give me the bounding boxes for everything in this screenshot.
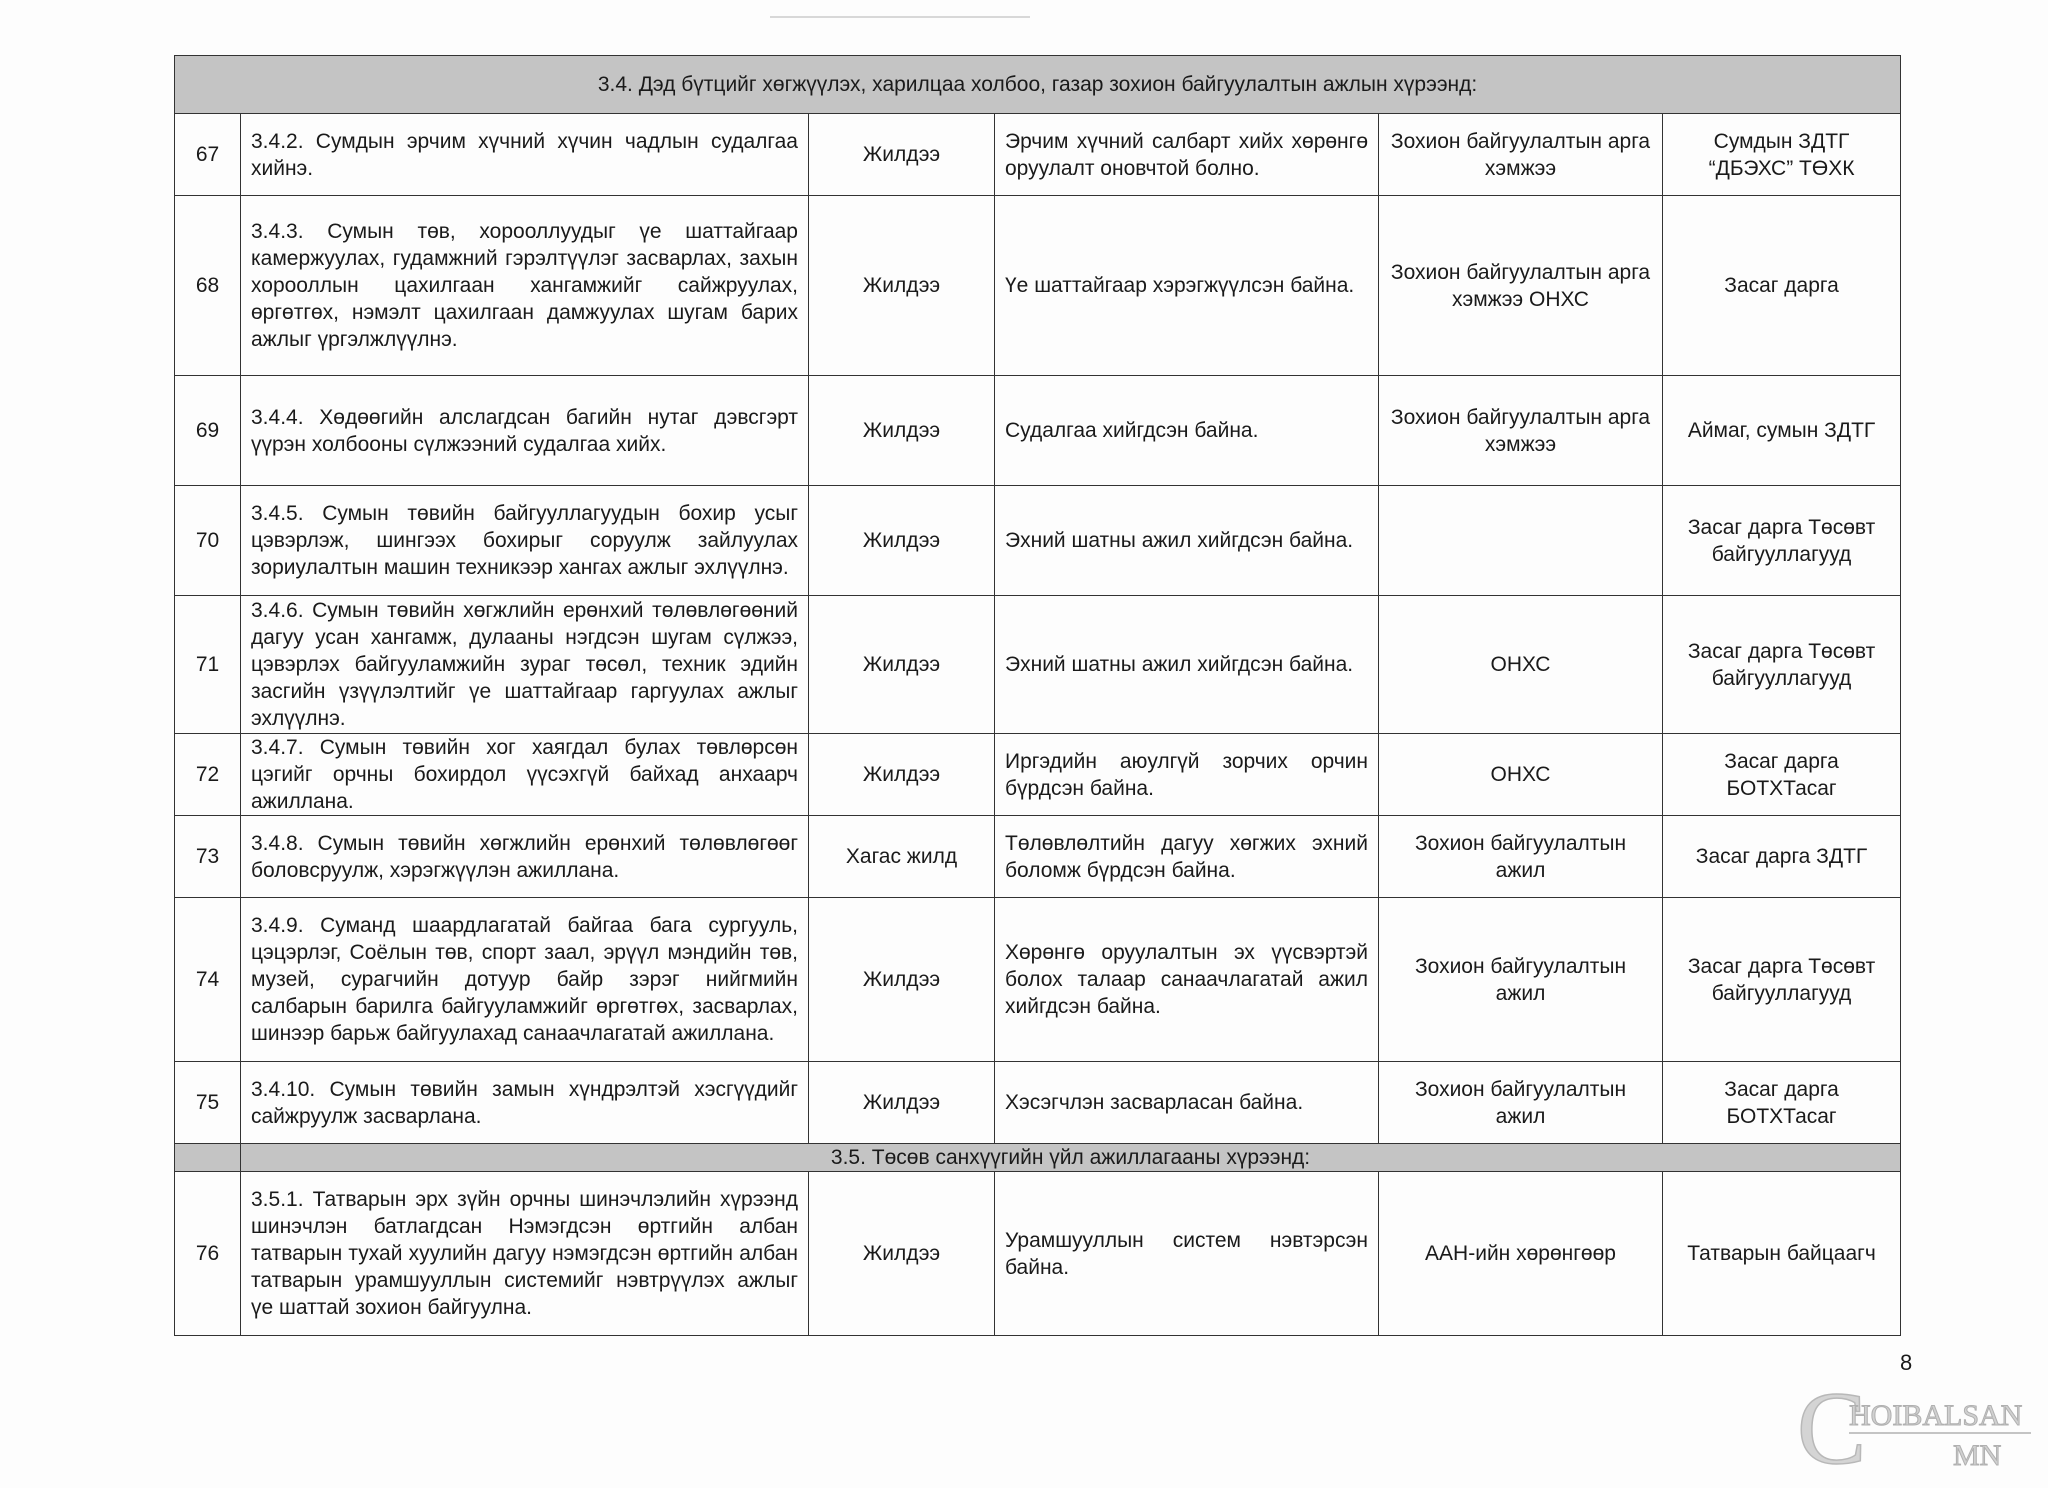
section-header <box>175 1144 1901 1172</box>
financing-cell: ОНХС <box>1379 596 1663 734</box>
period-cell: Жилдээ <box>809 734 995 816</box>
site-watermark-logo <box>1795 1375 2035 1475</box>
responsible-cell: Аймаг, сумын ЗДТГ <box>1663 376 1901 486</box>
result-cell: Эхний шатны ажил хийгдсэн байна. <box>995 486 1379 596</box>
row-number: 70 <box>175 486 241 596</box>
result-cell: Эхний шатны ажил хийгдсэн байна. <box>995 596 1379 734</box>
period-cell: Жилдээ <box>809 1062 995 1144</box>
row-number: 72 <box>175 734 241 816</box>
task-cell: 3.4.7. Сумын төвийн хог хаягдал булах төвлөрсөн цэгийг орчны бохирдол үүсэхгүй байхад анхаарч ажиллана. <box>241 734 809 816</box>
period-cell: Жилдээ <box>809 898 995 1062</box>
task-cell: 3.5.1. Татварын эрх зүйн орчны шинэчлэлийн хүрээнд шинэчлэн батлагдсан Нэмэгдсэн өртгийн албан татварын тухай хуулийн дагуу нэмэгдсэн өртгийн албан татварын урамшууллын системийг нэвтрүүлэх ажлыг үе шаттай зохион байгуулна. <box>241 1172 809 1336</box>
result-cell: Үе шаттайгаар хэрэгжүүлсэн байна. <box>995 196 1379 376</box>
responsible-cell: Засаг дарга БОТХТасаг <box>1663 734 1901 816</box>
row-number: 73 <box>175 816 241 898</box>
task-cell: 3.4.4. Хөдөөгийн алслагдсан багийн нутаг дэвсгэрт үүрэн холбооны сүлжээний судалгаа хийх. <box>241 376 809 486</box>
task-cell: 3.4.8. Сумын төвийн хөгжлийн ерөнхий төлөвлөгөөг боловсруулж, хэрэгжүүлэн ажиллана. <box>241 816 809 898</box>
financing-cell: Зохион байгуулалтын арга хэмжээ ОНХС <box>1379 196 1663 376</box>
task-cell: 3.4.2. Сумдын эрчим хүчний хүчин чадлын судалгаа хийнэ. <box>241 114 809 196</box>
task-cell: 3.4.10. Сумын төвийн замын хүндрэлтэй хэсгүүдийг сайжруулж засварлана. <box>241 1062 809 1144</box>
result-cell: Хэсэгчлэн засварласан байна. <box>995 1062 1379 1144</box>
scan-artifact <box>770 16 1030 18</box>
period-cell: Жилдээ <box>809 596 995 734</box>
table-row <box>175 1172 1901 1336</box>
task-cell: 3.4.3. Сумын төв, хорооллуудыг үе шаттайгаар камержуулах, гудамжний гэрэлтүүлэг засварлах, захын хорооллын цахилгаан хангамжийг сайжруулах, өргөтгөх, нэмэлт цахилгаан дамжуулах шугам барих ажлыг үргэлжлүүлнэ. <box>241 196 809 376</box>
financing-cell: Зохион байгуулалтын ажил <box>1379 898 1663 1062</box>
period-cell: Жилдээ <box>809 376 995 486</box>
section-title: 3.4. Дэд бүтцийг хөгжүүлэх, харилцаа холбоо, газар зохион байгуулалтын ажлын хүрээнд: <box>175 56 1901 114</box>
row-number: 68 <box>175 196 241 376</box>
action-plan-table <box>174 55 1901 1336</box>
result-cell: Төлөвлөлтийн дагуу хөгжих эхний боломж бүрдсэн байна. <box>995 816 1379 898</box>
page-number: 8 <box>1900 1350 1913 1375</box>
result-cell: Урамшууллын систем нэвтэрсэн байна. <box>995 1172 1379 1336</box>
result-cell: Эрчим хүчний салбарт хийх хөрөнгө оруулалт оновчтой болно. <box>995 114 1379 196</box>
financing-cell: ААН-ийн хөрөнгөөр <box>1379 1172 1663 1336</box>
table-row <box>175 898 1901 1062</box>
row-number: 76 <box>175 1172 241 1336</box>
table-row <box>175 734 1901 816</box>
financing-cell <box>1379 486 1663 596</box>
watermark-letter: C <box>1797 1375 1867 1475</box>
table-row <box>175 114 1901 196</box>
section-header <box>175 56 1901 114</box>
financing-cell: Зохион байгуулалтын ажил <box>1379 816 1663 898</box>
responsible-cell: Засаг дарга Төсөвт байгууллагууд <box>1663 486 1901 596</box>
responsible-cell: Засаг дарга Төсөвт байгууллагууд <box>1663 596 1901 734</box>
watermark-top-text: HOIBALSAN <box>1849 1399 2023 1432</box>
financing-cell: Зохион байгуулалтын арга хэмжээ <box>1379 114 1663 196</box>
responsible-cell: Татварын байцаагч <box>1663 1172 1901 1336</box>
row-number: 75 <box>175 1062 241 1144</box>
task-cell: 3.4.5. Сумын төвийн байгууллагуудын бохир усыг цэвэрлэж, шингээх бохирыг соруулж зайлуулах зориулалтын машин техникээр хангах ажлыг эхлүүлнэ. <box>241 486 809 596</box>
table-row <box>175 1062 1901 1144</box>
table-row <box>175 816 1901 898</box>
row-number: 67 <box>175 114 241 196</box>
result-cell: Судалгаа хийгдсэн байна. <box>995 376 1379 486</box>
responsible-cell: Засаг дарга Төсөвт байгууллагууд <box>1663 898 1901 1062</box>
period-cell: Жилдээ <box>809 1172 995 1336</box>
table-row <box>175 196 1901 376</box>
period-cell: Жилдээ <box>809 196 995 376</box>
responsible-cell: Засаг дарга <box>1663 196 1901 376</box>
section-number-blank <box>175 1144 241 1172</box>
section-title: 3.5. Төсөв санхүүгийн үйл ажиллагааны хүрээнд: <box>241 1144 1901 1172</box>
responsible-cell: Засаг дарга БОТХТасаг <box>1663 1062 1901 1144</box>
table-row <box>175 376 1901 486</box>
table-row <box>175 596 1901 734</box>
financing-cell: ОНХС <box>1379 734 1663 816</box>
responsible-cell: Сумдын ЗДТГ “ДБЭХС” ТӨХК <box>1663 114 1901 196</box>
task-cell: 3.4.9. Суманд шаардлагатай байгаа бага сургууль, цэцэрлэг, Соёлын төв, спорт заал, эрүүл мэндийн төв, музей, сурагчийн дотуур байр зэрэг нийгмийн салбарын барилга байгууламжийг өргөтгөх, засварлах, шинээр барьж байгуулахад санаачлагатай ажиллана. <box>241 898 809 1062</box>
result-cell: Хөрөнгө оруулалтын эх үүсвэртэй болох талаар санаачлагатай ажил хийгдсэн байна. <box>995 898 1379 1062</box>
task-cell: 3.4.6. Сумын төвийн хөгжлийн ерөнхий төлөвлөгөөний дагуу усан хангамж, дулааны нэгдсэн шугам сүлжээ, цэвэрлэх байгууламжийн зураг төсөл, техник эдийн засгийн үзүүлэлтийг үе шаттайгаар гаргуулах ажлыг эхлүүлнэ. <box>241 596 809 734</box>
row-number: 69 <box>175 376 241 486</box>
watermark-bottom-text: MN <box>1953 1439 2002 1472</box>
financing-cell: Зохион байгуулалтын арга хэмжээ <box>1379 376 1663 486</box>
period-cell: Жилдээ <box>809 486 995 596</box>
row-number: 74 <box>175 898 241 1062</box>
responsible-cell: Засаг дарга ЗДТГ <box>1663 816 1901 898</box>
period-cell: Хагас жилд <box>809 816 995 898</box>
period-cell: Жилдээ <box>809 114 995 196</box>
row-number: 71 <box>175 596 241 734</box>
result-cell: Иргэдийн аюулгүй зорчих орчин бүрдсэн байна. <box>995 734 1379 816</box>
financing-cell: Зохион байгуулалтын ажил <box>1379 1062 1663 1144</box>
table-row <box>175 486 1901 596</box>
